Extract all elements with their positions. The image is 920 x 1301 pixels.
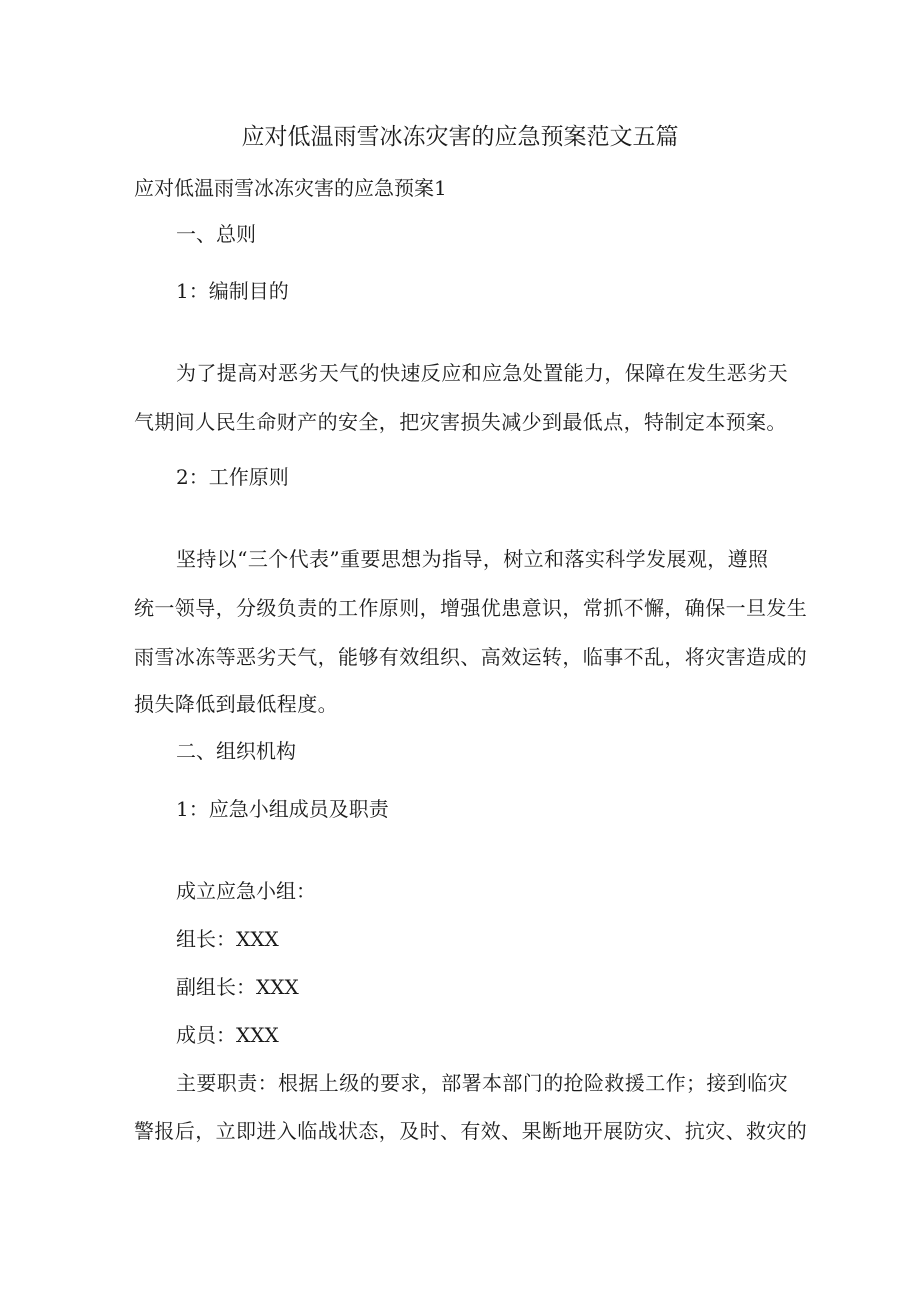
members-text: 成员：XXX: [176, 1023, 279, 1047]
paragraph-line: 雨雪冰冻等恶劣天气，能够有效组织、高效运转，临事不乱，将灾害造成的: [134, 645, 808, 669]
paragraph-line: 为了提高对恶劣天气的快速反应和应急处置能力，保障在发生恶劣天: [176, 361, 788, 385]
deputy-leader-text: 副组长：XXX: [176, 975, 299, 999]
paragraph-line: 警报后，立即进入临战状态，及时、有效、果断地开展防灾、抗灾、救灾的: [134, 1119, 808, 1143]
section-heading-general: 一、总则: [176, 222, 256, 246]
group-setup-text: 成立应急小组：: [176, 879, 316, 903]
paragraph-line: 坚持以“三个代表”重要思想为指导，树立和落实科学发展观，遵照: [176, 547, 769, 571]
paragraph-line: 统一领导，分级负责的工作原则，增强优患意识，常抓不懈，确保一旦发生: [134, 596, 808, 620]
section-heading-organization: 二、组织机构: [176, 739, 296, 763]
item-heading-members-duties: 1：应急小组成员及职责: [176, 797, 389, 821]
paragraph-line: 损失降低到最低程度。: [134, 692, 338, 716]
paragraph-line: 主要职责：根据上级的要求，部署本部门的抢险救援工作；接到临灾: [176, 1071, 788, 1095]
subtitle: 应对低温雨雪冰冻灾害的应急预案1: [134, 176, 447, 200]
item-heading-purpose: 1：编制目的: [176, 279, 289, 303]
leader-text: 组长：XXX: [176, 927, 279, 951]
paragraph-line: 气期间人民生命财产的安全，把灾害损失减少到最低点，特制定本预案。: [134, 410, 787, 434]
item-heading-principles: 2：工作原则: [176, 465, 289, 489]
document-title: 应对低温雨雪冰冻灾害的应急预案范文五篇: [241, 124, 679, 150]
